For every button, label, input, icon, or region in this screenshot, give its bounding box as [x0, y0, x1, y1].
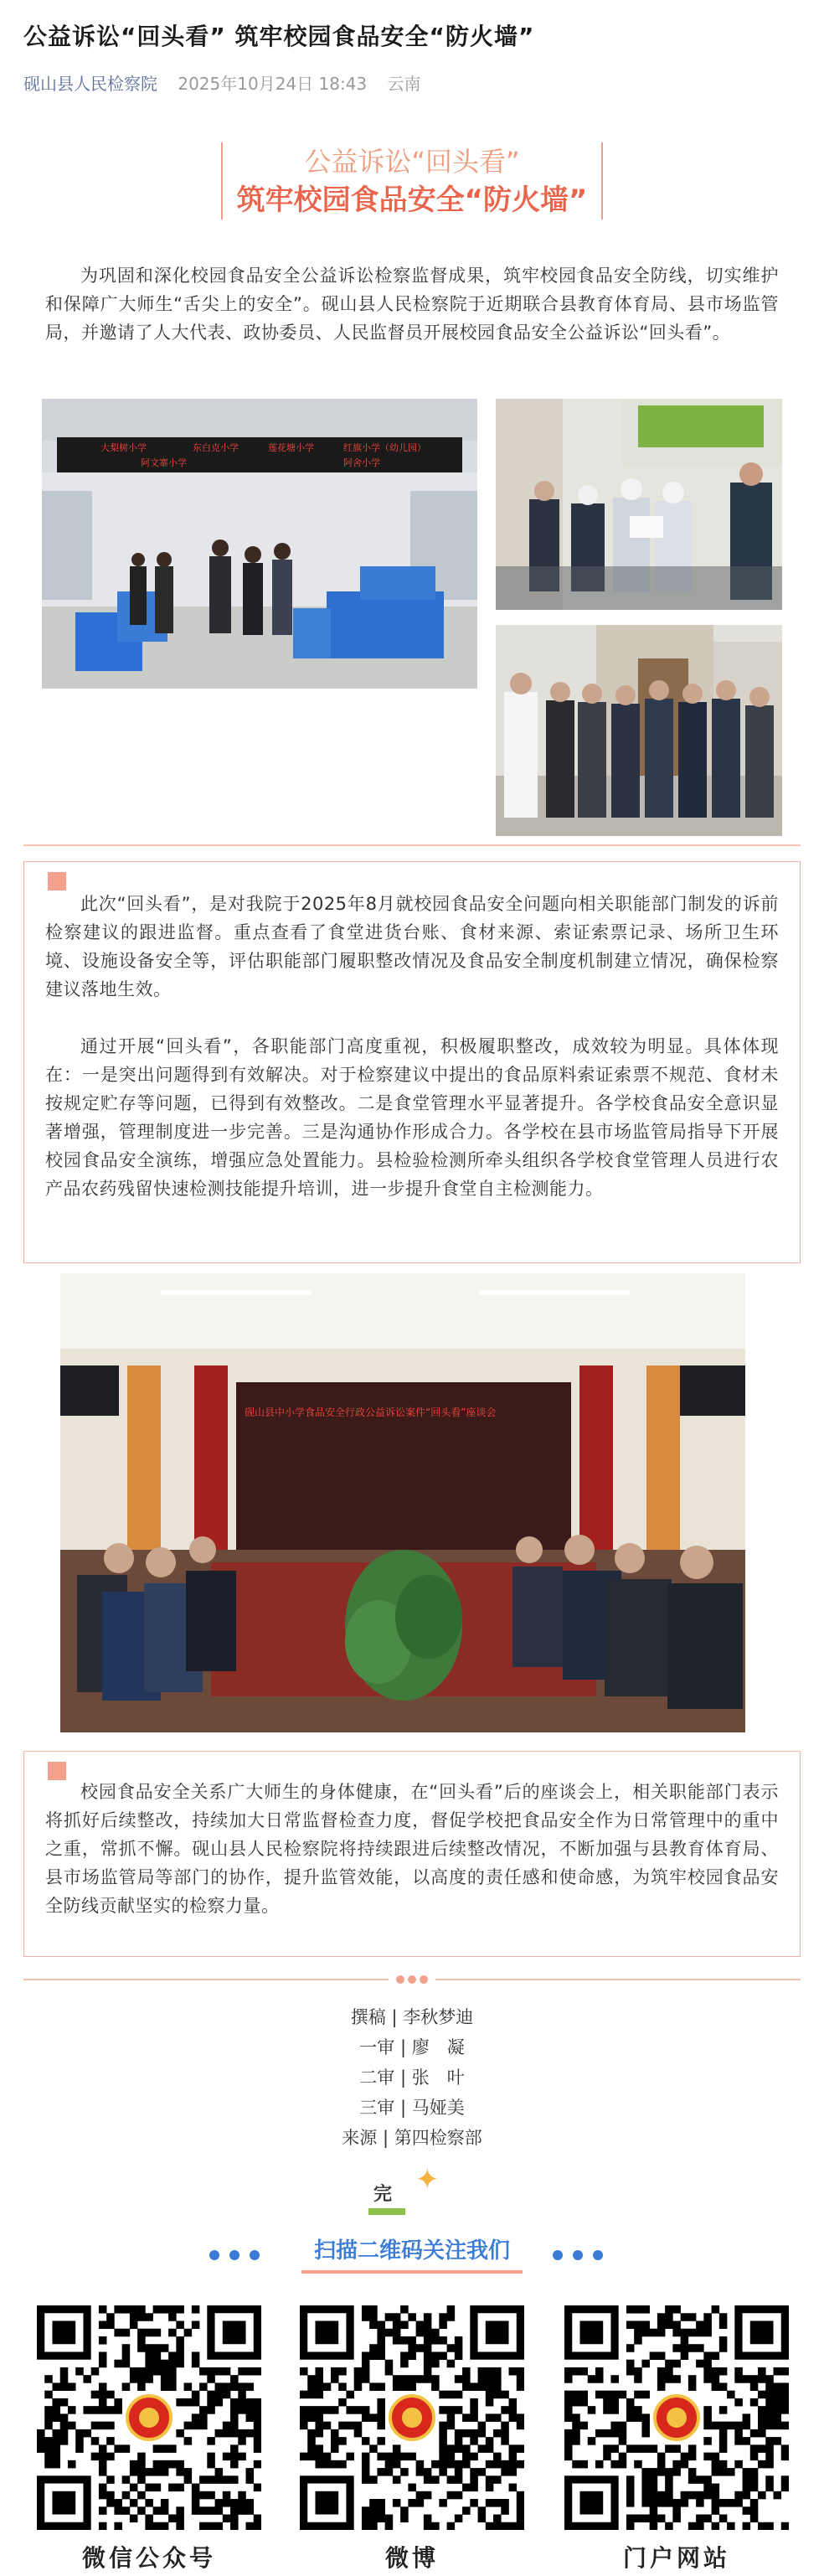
qr-website[interactable]: [564, 2305, 789, 2530]
sign-text-6: 阿舍小学: [343, 457, 380, 468]
title-banner: [221, 142, 603, 219]
source-link[interactable]: 砚山县人民检察院: [23, 74, 157, 94]
sign-text-4: 莲花塘小学: [268, 442, 314, 453]
qr-wechat[interactable]: [37, 2305, 261, 2530]
sign-text-3: 东白克小学: [193, 442, 239, 453]
sign-text-1: 大梨树小学: [100, 442, 147, 453]
document-review-photo: [496, 399, 782, 610]
group-inspection-photo: [496, 625, 782, 836]
end-bar: [368, 2208, 405, 2215]
credit-source: 来源 | 第四检察部: [342, 2128, 482, 2148]
article-title: 公益诉讼“回头看” 筑牢校园食品安全“防火墙”: [23, 23, 535, 50]
qr-heading: 扫描二维码关注我们: [313, 2238, 510, 2264]
credit-writer: 撰稿 | 李秋梦迪: [350, 2007, 474, 2027]
end-text: 完: [373, 2184, 393, 2205]
meeting-screen-text: 砚山县中小学食品安全行政公益诉讼案件“回头看”座谈会: [245, 1407, 497, 1418]
credit-review-3: 三审 | 马娅美: [359, 2098, 465, 2118]
conclusion-paragraph: 校园食品安全关系广大师生的身体健康，在“回头看”后的座谈会上，相关职能部门表示将抓好后续整改，持续加大日常监督检查力度，督促学校把食品安全作为日常管理中的重中之重，常抓不懈。砚山县人民检察院将持续跟进后续整改情况，不断加强与县教育体育局、县市场监管局等部门的协作，提升监管效能，以高度的责任感和使命感，为筑牢校园食品安全防线贡献坚实的检察力量。: [45, 1782, 779, 1916]
qr-heading-underline: [301, 2270, 523, 2274]
canteen-inspection-photo: [42, 399, 477, 689]
dots-right: [553, 2248, 613, 2258]
credits-list: [0, 2002, 824, 2153]
followup-paragraph-2: 通过开展“回头看”，各职能部门高度重视，积极履职整改，成效较为明显。具体体现在：一是突出问题得到有效解决。对于检察建议中提出的食品原料索证索票不规范、食材未按规定贮存等问题，已得到有效整改。二是食堂管理水平显著提升。各学校食品安全意识显著增强，管理制度进一步完善。三是沟通协作形成合力。各学校在县市场监管局指导下开展校园食品安全演练，增强应急处置能力。县检验检测所牵头组织各学校食堂管理人员进行农产品农药残留快速检测技能提升培训，进一步提升食堂自主检测能力。: [45, 1036, 779, 1199]
divider-dots: [389, 1973, 435, 1986]
publish-location: 云南: [387, 74, 421, 94]
qr-label-weibo: 微博: [384, 2544, 439, 2572]
qr-weibo[interactable]: [300, 2305, 524, 2530]
banner-line-1: 公益诉讼“回头看”: [304, 146, 520, 178]
credit-review-2: 二审 | 张 叶: [359, 2068, 465, 2088]
divider-line: [23, 844, 801, 846]
section-corner-mark: [48, 872, 66, 891]
publish-date: 2025年10月24日 18:43: [178, 74, 368, 94]
article-meta: [23, 70, 421, 95]
sparkle-icon: ✦: [415, 2163, 440, 2197]
intro-paragraph: 为巩固和深化校园食品安全公益诉讼检察监督成果，筑牢校园食品安全防线，切实维护和保障广大师生“舌尖上的安全”。砚山县人民检察院于近期联合县教育体育局、县市场监管局，并邀请了人大代表、政协委员、人民监督员开展校园食品安全公益诉讼“回头看”。: [45, 266, 779, 343]
meeting-photo: [60, 1273, 745, 1732]
banner-line-2: 筑牢校园食品安全“防火墙”: [236, 183, 588, 217]
sign-text-2: 阿文寨小学: [141, 457, 187, 468]
qr-label-wechat: 微信公众号: [81, 2544, 216, 2572]
qr-label-website: 门户网站: [622, 2544, 730, 2572]
credit-review-1: 一审 | 廖 凝: [359, 2037, 465, 2057]
sign-text-5: 红旗小学（幼儿园）: [343, 442, 426, 453]
followup-paragraph-1: 此次“回头看”，是对我院于2025年8月就校园食品安全问题向相关职能部门制发的诉前检察建议的跟进监督。重点查看了食堂进货台账、食材来源、索证索票记录、场所卫生环境、设施设备安全等，评估职能部门履职整改情况及食品安全制度机制建立情况，确保检察建议落地生效。: [45, 894, 779, 999]
